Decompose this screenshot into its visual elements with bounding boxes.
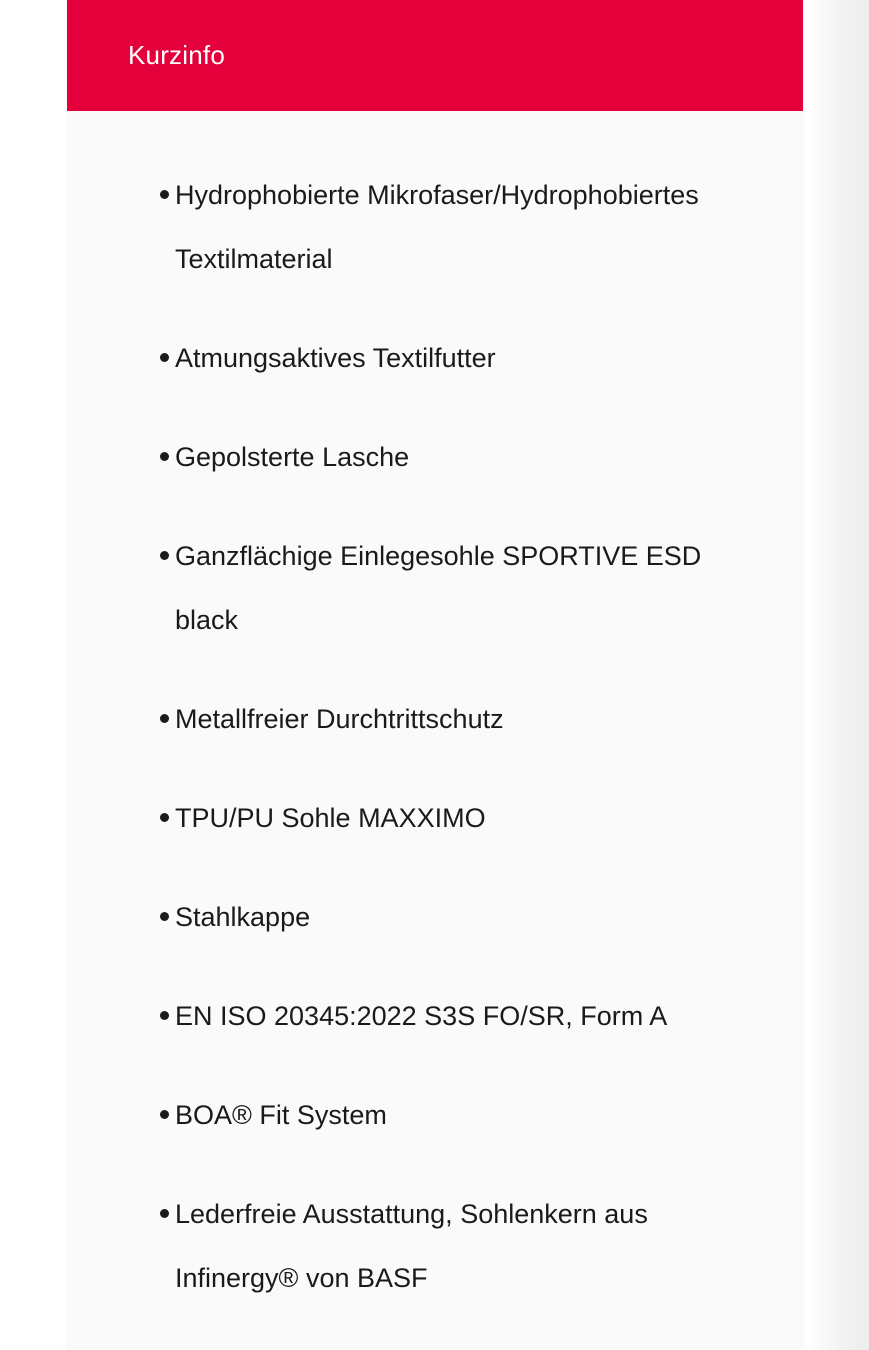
list-item: EN ISO 20345:2022 S3S FO/SR, Form A bbox=[107, 984, 735, 1048]
page-right-edge-shading bbox=[809, 0, 869, 1350]
kurzinfo-card-body bbox=[67, 111, 803, 1350]
list-item: Gepolsterte Lasche bbox=[107, 425, 735, 489]
kurzinfo-card-header bbox=[67, 0, 803, 111]
list-item: Stahlkappe bbox=[107, 885, 735, 949]
list-item: Lederfreie Ausstattung, Sohlenkern aus Infinergy® von BASF bbox=[107, 1182, 735, 1310]
kurzinfo-card bbox=[67, 0, 803, 1350]
list-item: Hydrophobierte Mikrofaser/Hydrophobiertes Textilmaterial bbox=[107, 163, 735, 291]
feature-list bbox=[107, 163, 763, 1310]
list-item: BOA® Fit System bbox=[107, 1083, 735, 1147]
list-item: Atmungsaktives Textilfutter bbox=[107, 326, 735, 390]
list-item: Metallfreier Durchtrittschutz bbox=[107, 687, 735, 751]
card-title: Kurzinfo bbox=[128, 39, 225, 70]
list-item: TPU/PU Sohle MAXXIMO bbox=[107, 786, 735, 850]
list-item: Ganzflächige Einlegesohle SPORTIVE ESD black bbox=[107, 524, 735, 652]
